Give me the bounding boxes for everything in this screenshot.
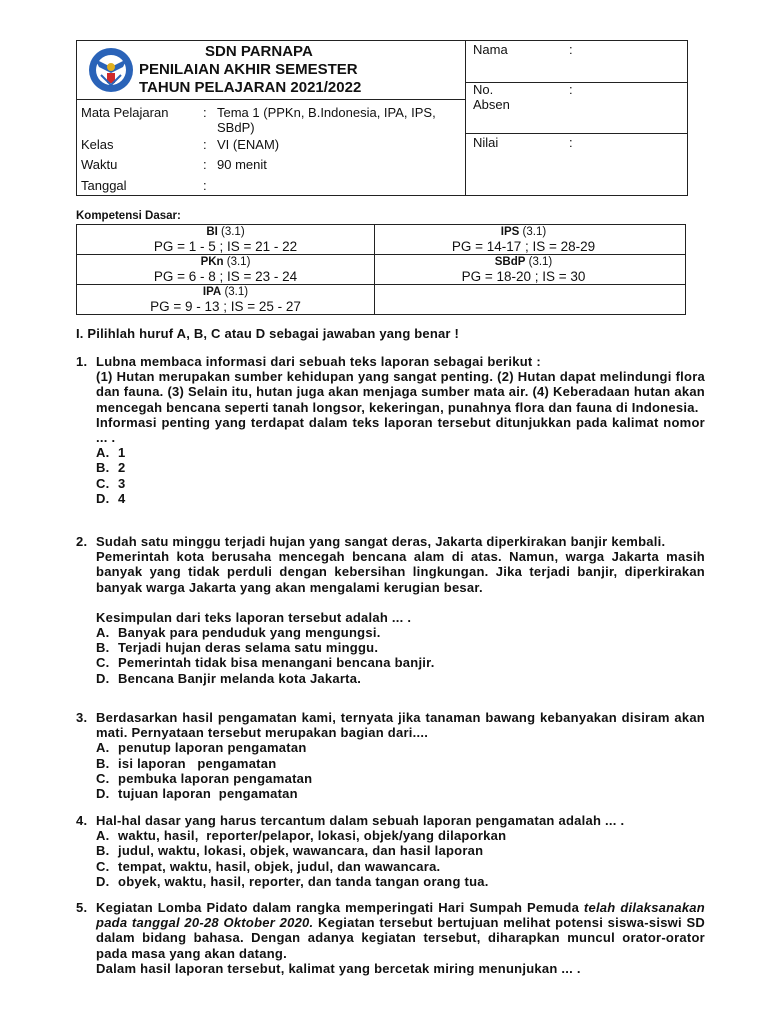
- question-text: (1) Hutan merupakan sumber kehidupan yang sangat penting. (2) Hutan dapat melindungi flora dan fauna. (3) Selain itu, hutan juga akan menjaga sumber mata air. (4) Keberadaan hutan akan mencegah bencana seperti tanah longsor, kekeringan, punahnya flora dan fauna di Indonesia.: [96, 369, 705, 415]
- meta-colon: :: [203, 156, 207, 172]
- option-text: Banyak para penduduk yang mengungsi.: [118, 625, 381, 641]
- question-text-part: Kegiatan Lomba Pidato dalam rangka memperingati Hari Sumpah Pemuda: [96, 900, 584, 915]
- kd-cell: [77, 226, 374, 254]
- option-letter: B.: [96, 640, 110, 656]
- meta-label: Mata Pelajaran: [81, 105, 169, 120]
- kd-subject: IPS: [500, 226, 520, 238]
- kd-cell: [77, 256, 374, 284]
- option-letter: B.: [96, 755, 110, 771]
- kd-code: (3.1): [221, 226, 245, 238]
- option-letter: C.: [96, 858, 110, 874]
- meta-row: [81, 155, 461, 175]
- meta-value: VI (ENAM): [217, 137, 280, 152]
- option-text: Bencana Banjir melanda kota Jakarta.: [118, 670, 362, 686]
- meta-value: 90 menit: [217, 156, 267, 172]
- option-letter: D.: [96, 490, 110, 506]
- meta-label: Kelas: [81, 137, 114, 152]
- option-text: 1: [118, 445, 126, 461]
- kd-subject: BI: [206, 226, 218, 238]
- meta-label: Waktu: [81, 156, 118, 172]
- kd-code: (3.1): [226, 256, 251, 268]
- question-text: Berdasarkan hasil pengamatan kami, ternyata jika tanaman bawang kebanyakan disiram akan mati. Pernyataan tersebut merupakan bagian dari....: [96, 710, 705, 741]
- school-year: TAHUN PELAJARAN 2021/2022: [139, 79, 362, 96]
- question-text: Informasi penting yang terdapat dalam teks laporan tersebut ditunjukkan pada kalimat nomor ... .: [96, 414, 705, 446]
- option-letter: D.: [96, 670, 110, 686]
- field-colon: :: [569, 135, 573, 150]
- option-text: tempat, waktu, hasil, objek, judul, dan wawancara.: [118, 858, 441, 874]
- question-text: Sudah satu minggu terjadi hujan yang sangat deras, Jakarta diperkirakan banjir kembali.: [96, 534, 666, 549]
- option-letter: C.: [96, 770, 110, 786]
- meta-row: [81, 103, 461, 135]
- question-body: [96, 900, 705, 976]
- tut-wuri-handayani-logo-icon: [81, 45, 141, 95]
- option-text: Terjadi hujan deras selama satu minggu.: [118, 640, 379, 656]
- answer-option[interactable]: [96, 640, 705, 655]
- divider: [77, 254, 685, 255]
- question-text: [96, 900, 705, 961]
- kd-code: (3.1): [522, 226, 547, 238]
- answer-option[interactable]: [96, 786, 705, 801]
- question-body: [96, 534, 705, 686]
- meta-value: Tema 1 (PPKn, B.Indonesia, IPA, IPS, SBdP): [217, 105, 436, 135]
- question-number: 2.: [76, 534, 88, 549]
- question-number: 4.: [76, 813, 88, 828]
- option-letter: D.: [96, 873, 110, 889]
- answer-option[interactable]: [96, 874, 705, 889]
- question-prompt: Kesimpulan dari teks laporan tersebut adalah ... .: [96, 609, 412, 625]
- question-number: 1.: [76, 354, 88, 369]
- option-text: 4: [118, 490, 126, 506]
- italic-sentence: telah dilaksanakan pada tanggal 20-28 Oktober 2020.: [96, 900, 705, 931]
- kd-cell: [77, 286, 374, 314]
- kd-range: PG = 14-17 ; IS = 28-29: [451, 239, 596, 254]
- question-text: Pemerintah kota berusaha mencegah bencana alam di atas. Namun, warga Jakarta masih banyak yang tidak perduli dengan kebersihan lingkungan. Jika terjadi banjir, diperkirakan banyak warga Jakarta yang akan mengalami kerugian besar.: [96, 549, 705, 595]
- option-letter: B.: [96, 843, 110, 859]
- kd-range: PG = 6 - 8 ; IS = 23 - 24: [153, 269, 298, 284]
- meta-colon: :: [203, 178, 207, 193]
- option-text: 2: [118, 460, 126, 476]
- field-label: Nama: [473, 42, 508, 57]
- answer-option[interactable]: [96, 671, 705, 686]
- divider: [77, 99, 465, 100]
- meta-row: [81, 135, 461, 155]
- kd-title: Kompetensi Dasar:: [76, 210, 181, 222]
- question-body: [96, 710, 705, 801]
- answer-option[interactable]: [96, 655, 705, 670]
- answer-option[interactable]: [96, 460, 705, 475]
- meta-value: [217, 176, 461, 196]
- field-label: No. Absen: [473, 82, 510, 112]
- question-body: [96, 813, 705, 889]
- school-name: SDN PARNAPA: [205, 43, 313, 60]
- kd-range: PG = 18-20 ; IS = 30: [461, 269, 586, 284]
- question-number: 5.: [76, 900, 88, 915]
- answer-option[interactable]: [96, 859, 705, 874]
- option-letter: A.: [96, 740, 110, 756]
- option-text: Pemerintah tidak bisa menangani bencana banjir.: [118, 655, 435, 671]
- option-text: pembuka laporan pengamatan: [118, 770, 313, 786]
- option-text: tujuan laporan pengamatan: [118, 786, 298, 802]
- meta-colon: :: [203, 105, 207, 120]
- option-text: 3: [118, 475, 126, 491]
- kd-subject: IPA: [202, 286, 222, 298]
- option-letter: B.: [96, 460, 110, 476]
- meta-label: Tanggal: [81, 178, 127, 193]
- kd-table: [76, 224, 686, 315]
- header-table: [76, 40, 688, 196]
- option-letter: A.: [96, 625, 110, 641]
- option-text: waktu, hasil, reporter/pelapor, lokasi, objek/yang dilaporkan: [118, 828, 507, 844]
- section-instruction: I. Pilihlah huruf A, B, C atau D sebagai jawaban yang benar !: [76, 326, 460, 341]
- option-text: judul, waktu, lokasi, objek, wawancara, dan hasil laporan: [118, 843, 484, 859]
- option-letter: A.: [96, 828, 110, 844]
- answer-option[interactable]: [96, 756, 705, 771]
- answer-option[interactable]: [96, 843, 705, 858]
- kd-range: PG = 1 - 5 ; IS = 21 - 22: [153, 239, 298, 254]
- question-text-part: Kegiatan tersebut bertujuan melihat potensi siswa-siswi SD dalam bidang bahasa. Dengan adanya kegiatan tersebut, diharapkan muncul orator-orator pada masa yang akan datang.: [96, 915, 706, 961]
- answer-option[interactable]: [96, 740, 705, 755]
- kd-subject: PKn: [200, 256, 224, 268]
- option-letter: D.: [96, 786, 110, 802]
- exam-name: PENILAIAN AKHIR SEMESTER: [139, 61, 358, 78]
- field-label: Nilai: [473, 135, 499, 150]
- option-letter: A.: [96, 445, 110, 461]
- option-text: isi laporan pengamatan: [118, 755, 277, 771]
- exam-meta: [81, 103, 461, 196]
- question-text: Hal-hal dasar yang harus tercantum dalam sebuah laporan pengamatan adalah ... .: [96, 813, 625, 828]
- question-body: [96, 354, 705, 506]
- question-text: Lubna membaca informasi dari sebuah teks laporan sebagai berikut :: [96, 354, 541, 369]
- kd-code: (3.1): [528, 256, 553, 268]
- question-number: 3.: [76, 710, 88, 725]
- meta-colon: :: [203, 137, 207, 152]
- question-prompt: Dalam hasil laporan tersebut, kalimat yang bercetak miring menunjukan ... .: [96, 960, 581, 976]
- kd-cell: [375, 226, 672, 254]
- option-letter: C.: [96, 475, 110, 491]
- answer-option[interactable]: [96, 828, 705, 843]
- field-colon: :: [569, 42, 573, 57]
- divider: [465, 133, 688, 134]
- option-letter: C.: [96, 655, 110, 671]
- answer-option[interactable]: [96, 771, 705, 786]
- kd-code: (3.1): [224, 286, 249, 298]
- field-colon: :: [569, 82, 573, 97]
- divider: [77, 284, 685, 285]
- answer-option[interactable]: [96, 491, 705, 506]
- school-title-block: [139, 43, 469, 97]
- kd-cell: [375, 256, 672, 284]
- kd-subject: SBdP: [494, 256, 526, 268]
- option-text: penutup laporan pengamatan: [118, 740, 307, 756]
- answer-option[interactable]: [96, 476, 705, 491]
- answer-option[interactable]: [96, 625, 705, 640]
- kd-range: PG = 9 - 13 ; IS = 25 - 27: [150, 299, 301, 314]
- option-text: obyek, waktu, hasil, reporter, dan tanda tangan orang tua.: [118, 873, 489, 889]
- meta-row: [81, 176, 461, 196]
- answer-option[interactable]: [96, 445, 705, 460]
